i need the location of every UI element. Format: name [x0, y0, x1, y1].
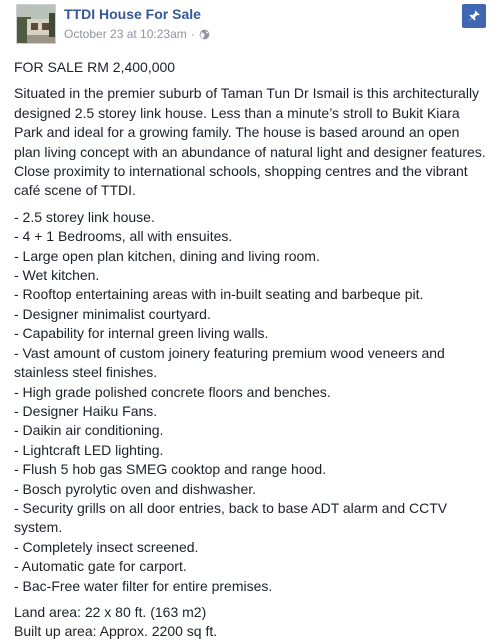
- feature-item: - 4 + 1 Bedrooms, all with ensuites.: [14, 228, 233, 245]
- feature-item: - 2.5 storey link house.: [14, 208, 155, 225]
- features-list: [14, 208, 488, 596]
- feature-item: - Flush 5 hob gas SMEG cooktop and range hood.: [14, 461, 327, 478]
- feature-item: - Vast amount of custom joinery featuring premium wood veneers and stainless steel finishes.: [14, 344, 445, 381]
- page-avatar[interactable]: [16, 4, 56, 44]
- price-line: FOR SALE RM 2,400,000: [14, 59, 176, 75]
- feature-item: - Lightcraft LED lighting.: [14, 441, 164, 458]
- feature-item: - Bac-Free water filter for entire premises.: [14, 577, 273, 594]
- pin-icon: [467, 9, 481, 23]
- feature-item: - Completely insect screened.: [14, 538, 199, 555]
- feature-item: - Security grills on all door entries, back to base ADT alarm and CCTV system.: [14, 499, 448, 536]
- house-photo-icon: [17, 5, 56, 44]
- land-area-line: Land area: 22 x 80 ft. (163 m2): [14, 603, 207, 620]
- feature-item: - Bosch pyrolytic oven and dishwasher.: [14, 480, 257, 497]
- feature-item: - Large open plan kitchen, dining and living room.: [14, 247, 320, 264]
- meta-separator: ·: [190, 27, 195, 41]
- post-timestamp[interactable]: October 23 at 10:23am: [64, 27, 187, 41]
- feature-item: - Automatic gate for carport.: [14, 558, 187, 575]
- globe-icon[interactable]: [199, 29, 210, 40]
- feature-item: - High grade polished concrete floors and benches.: [14, 383, 331, 400]
- post-header: [14, 0, 488, 50]
- feature-item: - Designer minimalist courtyard.: [14, 305, 211, 322]
- feature-item: - Capability for internal green living walls.: [14, 325, 269, 342]
- pin-button[interactable]: [462, 4, 486, 28]
- description-paragraph: Situated in the premier suburb of Taman Tun Dr Ismail is this architecturally designed 2.5 storey link house. Less than a minute’s stroll to Bukit Kiara Park and ideal for a growing family. The house is based around an open plan living concept with an abundance of natural light and designer features. Close proximity to international schools, shopping centres and the vibrant café scene of TTDI.: [14, 85, 486, 199]
- built-up-area-line: Built up area: Approx. 2200 sq ft.: [14, 623, 218, 640]
- feature-item: - Designer Haiku Fans.: [14, 402, 158, 419]
- post-meta: [64, 27, 210, 41]
- feature-item: - Rooftop entertaining areas with in-built seating and barbeque pit.: [14, 286, 424, 303]
- feature-item: - Daikin air conditioning.: [14, 422, 164, 439]
- post-body: [14, 58, 488, 640]
- area-details: [14, 603, 488, 640]
- feature-item: - Wet kitchen.: [14, 267, 100, 284]
- page-name-link[interactable]: TTDI House For Sale: [64, 6, 201, 22]
